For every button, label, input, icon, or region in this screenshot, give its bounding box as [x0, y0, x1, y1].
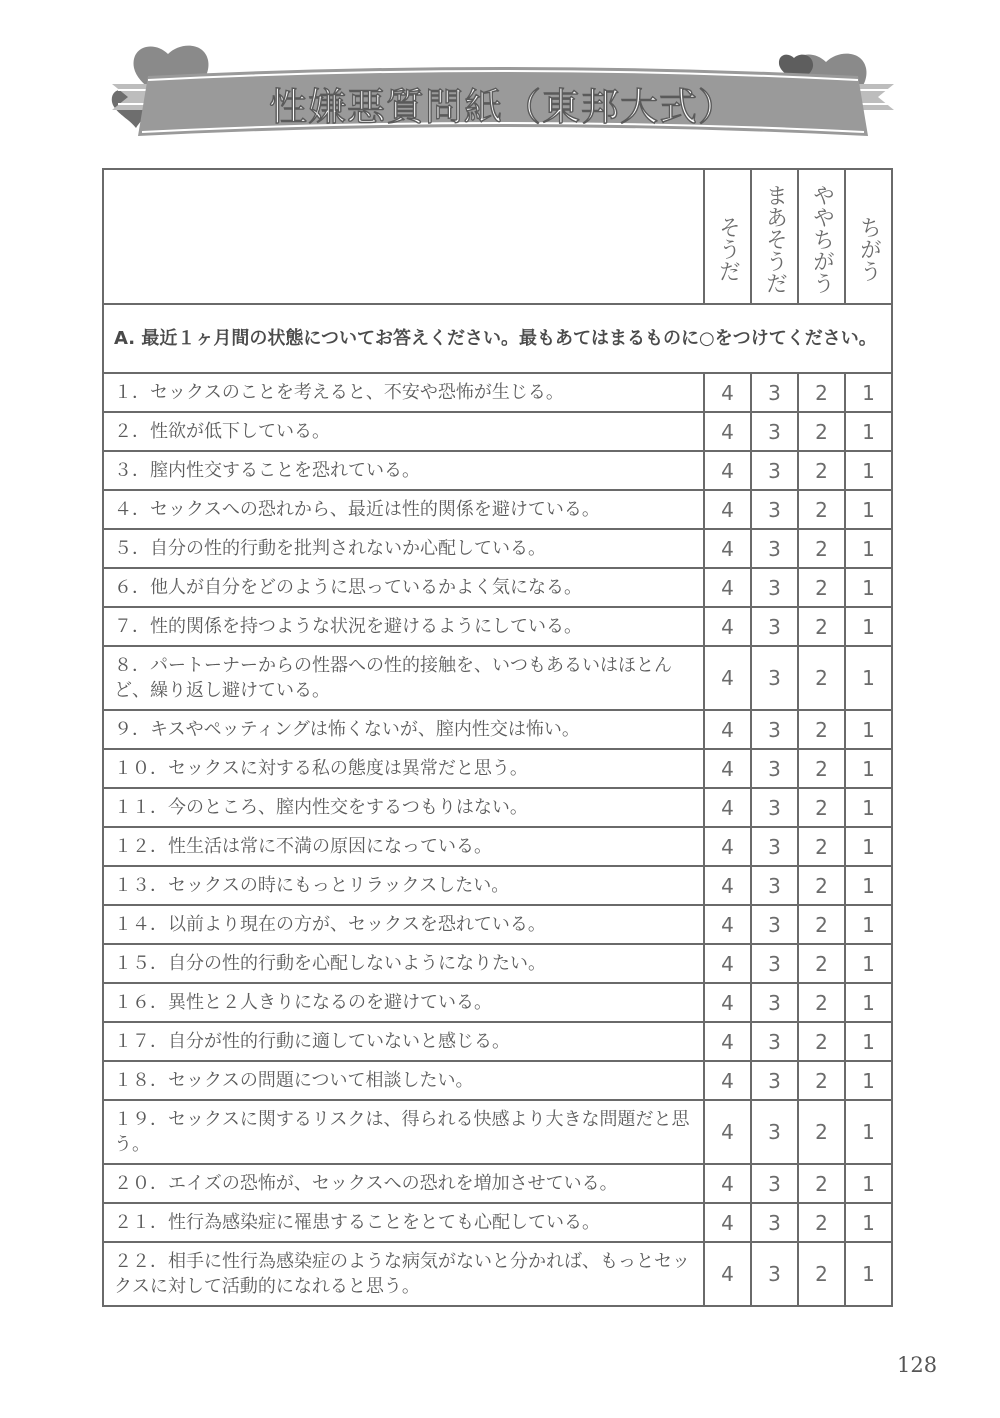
question-text: １１．今のところ、膣内性交をするつもりはない。 — [103, 788, 704, 827]
score-option[interactable]: 4 — [704, 646, 751, 710]
score-option[interactable]: 2 — [798, 1242, 845, 1306]
score-option[interactable]: 1 — [845, 827, 892, 866]
section-instruction: A. 最近１ヶ月間の状態についてお答えください。最もあてはまるものに○をつけてください。 — [103, 304, 892, 373]
score-option[interactable]: 3 — [751, 1242, 798, 1306]
score-option[interactable]: 3 — [751, 749, 798, 788]
question-text: １０．セックスに対する私の態度は異常だと思う。 — [103, 749, 704, 788]
question-text: １２．性生活は常に不満の原因になっている。 — [103, 827, 704, 866]
score-option[interactable]: 3 — [751, 1022, 798, 1061]
score-option[interactable]: 2 — [798, 827, 845, 866]
question-row — [103, 607, 892, 646]
score-option[interactable]: 1 — [845, 1242, 892, 1306]
question-text: １３．セックスの時にもっとリラックスしたい。 — [103, 866, 704, 905]
question-row — [103, 944, 892, 983]
score-option[interactable]: 1 — [845, 749, 892, 788]
header-row — [103, 169, 892, 304]
score-option[interactable]: 3 — [751, 451, 798, 490]
question-text: １．セックスのことを考えると、不安や恐怖が生じる。 — [103, 373, 704, 412]
score-option[interactable]: 1 — [845, 1203, 892, 1242]
question-row — [103, 710, 892, 749]
score-option[interactable]: 4 — [704, 866, 751, 905]
score-option[interactable]: 4 — [704, 1061, 751, 1100]
score-option[interactable]: 3 — [751, 905, 798, 944]
score-option[interactable]: 4 — [704, 1164, 751, 1203]
score-option[interactable]: 4 — [704, 412, 751, 451]
score-option[interactable]: 1 — [845, 905, 892, 944]
question-text: ３．膣内性交することを恐れている。 — [103, 451, 704, 490]
score-option[interactable]: 2 — [798, 1164, 845, 1203]
question-row — [103, 412, 892, 451]
question-row — [103, 529, 892, 568]
score-option[interactable]: 4 — [704, 944, 751, 983]
question-row — [103, 1100, 892, 1164]
score-option[interactable]: 3 — [751, 568, 798, 607]
score-option[interactable]: 3 — [751, 1061, 798, 1100]
score-option[interactable]: 2 — [798, 983, 845, 1022]
score-option[interactable]: 1 — [845, 983, 892, 1022]
score-option[interactable]: 4 — [704, 607, 751, 646]
score-option[interactable]: 1 — [845, 451, 892, 490]
question-row — [103, 827, 892, 866]
score-option[interactable]: 1 — [845, 944, 892, 983]
score-option[interactable]: 1 — [845, 788, 892, 827]
question-text: ４．セックスへの恐れから、最近は性的関係を避けている。 — [103, 490, 704, 529]
question-text: ９．キスやペッティングは怖くないが、膣内性交は怖い。 — [103, 710, 704, 749]
score-option[interactable]: 4 — [704, 451, 751, 490]
score-option[interactable]: 2 — [798, 490, 845, 529]
score-option[interactable]: 3 — [751, 827, 798, 866]
score-option[interactable]: 1 — [845, 490, 892, 529]
score-option[interactable]: 1 — [845, 607, 892, 646]
question-text: ２１．性行為感染症に罹患することをとても心配している。 — [103, 1203, 704, 1242]
score-option[interactable]: 3 — [751, 944, 798, 983]
score-option[interactable]: 4 — [704, 983, 751, 1022]
score-option[interactable]: 4 — [704, 788, 751, 827]
question-text: ５．自分の性的行動を批判されないか心配している。 — [103, 529, 704, 568]
question-text: １４．以前より現在の方が、セックスを恐れている。 — [103, 905, 704, 944]
score-option[interactable]: 2 — [798, 529, 845, 568]
score-option[interactable]: 4 — [704, 1100, 751, 1164]
score-option[interactable]: 4 — [704, 749, 751, 788]
page-number: 128 — [897, 1353, 938, 1377]
score-option[interactable]: 4 — [704, 1022, 751, 1061]
page-title: 性嫌悪質問紙（東邦大式） — [268, 85, 737, 129]
score-option[interactable]: 2 — [798, 1100, 845, 1164]
question-row — [103, 451, 892, 490]
score-option[interactable]: 1 — [845, 646, 892, 710]
score-option[interactable]: 2 — [798, 412, 845, 451]
question-text: ７．性的関係を持つような状況を避けるようにしている。 — [103, 607, 704, 646]
score-option[interactable]: 1 — [845, 1164, 892, 1203]
score-option[interactable]: 2 — [798, 944, 845, 983]
score-option[interactable]: 4 — [704, 905, 751, 944]
question-row — [103, 568, 892, 607]
score-option[interactable]: 1 — [845, 710, 892, 749]
score-option[interactable]: 2 — [798, 451, 845, 490]
question-list — [103, 373, 892, 1306]
score-option[interactable]: 1 — [845, 412, 892, 451]
score-option[interactable]: 2 — [798, 866, 845, 905]
question-row — [103, 788, 892, 827]
question-row — [103, 749, 892, 788]
score-option[interactable]: 1 — [845, 866, 892, 905]
question-row — [103, 905, 892, 944]
question-text: ２２．相手に性行為感染症のような病気がないと分かれば、もっとセックスに対して活動的になれると思う。 — [103, 1242, 704, 1306]
question-row — [103, 373, 892, 412]
score-option[interactable]: 4 — [704, 710, 751, 749]
score-option[interactable]: 2 — [798, 646, 845, 710]
score-option[interactable]: 3 — [751, 1164, 798, 1203]
question-text: １８．セックスの問題について相談したい。 — [103, 1061, 704, 1100]
question-text: １５．自分の性的行動を心配しないようになりたい。 — [103, 944, 704, 983]
score-option[interactable]: 3 — [751, 788, 798, 827]
score-option[interactable]: 4 — [704, 490, 751, 529]
score-option[interactable]: 3 — [751, 1100, 798, 1164]
score-option[interactable]: 2 — [798, 749, 845, 788]
score-option[interactable]: 1 — [845, 1100, 892, 1164]
question-row — [103, 1022, 892, 1061]
score-option[interactable]: 3 — [751, 866, 798, 905]
question-row — [103, 1061, 892, 1100]
score-option[interactable]: 3 — [751, 646, 798, 710]
score-option[interactable]: 1 — [845, 373, 892, 412]
score-option[interactable]: 4 — [704, 1242, 751, 1306]
score-option[interactable]: 2 — [798, 373, 845, 412]
score-option[interactable]: 2 — [798, 1203, 845, 1242]
question-text: １９．セックスに関するリスクは、得られる快感より大きな問題だと思う。 — [103, 1100, 704, 1164]
score-option[interactable]: 3 — [751, 490, 798, 529]
question-row — [103, 983, 892, 1022]
score-option[interactable]: 1 — [845, 1061, 892, 1100]
score-option[interactable]: 2 — [798, 1022, 845, 1061]
score-option[interactable]: 3 — [751, 710, 798, 749]
score-option[interactable]: 4 — [704, 568, 751, 607]
question-row — [103, 490, 892, 529]
score-option[interactable]: 3 — [751, 373, 798, 412]
score-option[interactable]: 2 — [798, 1061, 845, 1100]
question-text: ２０．エイズの恐怖が、セックスへの恐れを増加させている。 — [103, 1164, 704, 1203]
score-option[interactable]: 2 — [798, 788, 845, 827]
header-blank-cell — [103, 169, 704, 304]
question-row — [103, 646, 892, 710]
question-row — [103, 1164, 892, 1203]
score-option[interactable]: 4 — [704, 373, 751, 412]
score-option[interactable]: 2 — [798, 905, 845, 944]
question-text: １７．自分が性的行動に適していないと感じる。 — [103, 1022, 704, 1061]
question-row — [103, 1203, 892, 1242]
score-option[interactable]: 3 — [751, 983, 798, 1022]
score-option[interactable]: 1 — [845, 1022, 892, 1061]
question-text: ６．他人が自分をどのように思っているかよく気になる。 — [103, 568, 704, 607]
column-header: ややちがう — [798, 169, 845, 304]
question-text: ２．性欲が低下している。 — [103, 412, 704, 451]
score-option[interactable]: 1 — [845, 568, 892, 607]
questionnaire-table — [102, 168, 893, 1307]
score-option[interactable]: 1 — [845, 529, 892, 568]
question-text: ８．パートーナーからの性器への性的接触を、いつもあるいはほとんど、繰り返し避けている。 — [103, 646, 704, 710]
column-header: まあそうだ — [751, 169, 798, 304]
column-header: そうだ — [704, 169, 751, 304]
score-option[interactable]: 4 — [704, 1203, 751, 1242]
score-option[interactable]: 2 — [798, 607, 845, 646]
score-option[interactable]: 3 — [751, 529, 798, 568]
score-option[interactable]: 3 — [751, 607, 798, 646]
score-option[interactable]: 3 — [751, 1203, 798, 1242]
question-text: １６．異性と２人きりになるのを避けている。 — [103, 983, 704, 1022]
question-row — [103, 866, 892, 905]
score-option[interactable]: 4 — [704, 529, 751, 568]
score-option[interactable]: 2 — [798, 568, 845, 607]
score-option[interactable]: 4 — [704, 827, 751, 866]
column-header: ちがう — [845, 169, 892, 304]
section-row — [103, 304, 892, 373]
title-banner — [108, 40, 898, 160]
score-option[interactable]: 3 — [751, 412, 798, 451]
score-option[interactable]: 2 — [798, 710, 845, 749]
question-row — [103, 1242, 892, 1306]
